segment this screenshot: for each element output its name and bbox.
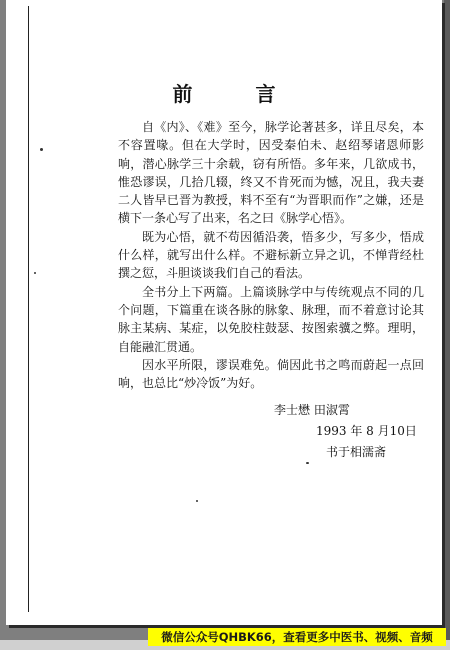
preface-paragraph-3: 全书分上下两篇。上篇谈脉学中与传统观点不同的几个问题，下篇重在谈各脉的脉象、脉理，而不着意讨论其脉主某病、某症，以免胶柱鼓瑟、按图索骥之弊。理明，自能融汇贯通。 xyxy=(118,284,424,354)
scan-speck xyxy=(306,462,309,464)
preface-paragraph-4: 因水平所限，谬误难免。倘因此书之鸣而蔚起一点回响，也总比“炒冷饭”为好。 xyxy=(118,357,424,391)
scan-speck xyxy=(34,272,36,274)
document-page xyxy=(6,0,442,625)
signature-block xyxy=(274,400,434,463)
signature-authors: 李士懋 田淑霄 xyxy=(274,403,350,417)
signature-place: 书于相濡斋 xyxy=(326,445,387,459)
signature-date: 1993 年 8 月10日 xyxy=(316,424,417,438)
scan-speck xyxy=(196,500,198,502)
viewer-scroll-edge xyxy=(444,0,450,650)
page-title: 前 言 xyxy=(172,82,304,106)
wechat-watermark-banner: 微信公众号QHBK66，查看更多中医书、视频、音频 xyxy=(148,628,446,646)
preface-paragraph-2: 既为心悟，就不苟因循沿袭，悟多少，写多少，悟成什么样，就写出什么样。不避标新立异之讥，不惮背经杜撰之愆，斗胆谈谈我们自己的看法。 xyxy=(118,229,424,281)
preface-body xyxy=(118,118,424,392)
scan-speck xyxy=(40,148,43,151)
preface-paragraph-1: 自《内》、《难》至今，脉学论著甚多，详且尽矣，本不容置喙。但在大学时，因受秦伯未、赵绍琴诸恩师影响，潜心脉学三十余载，窃有所悟。多年来，几欲成书，惟恐谬误，几拾几辍，终又不肯死而为憾，况且，我夫妻二人皆早已晋为教授，料不至有“为晋职而作”之嫌，还是横下一条心写了出来，名之曰《脉学心悟》。 xyxy=(118,120,424,226)
